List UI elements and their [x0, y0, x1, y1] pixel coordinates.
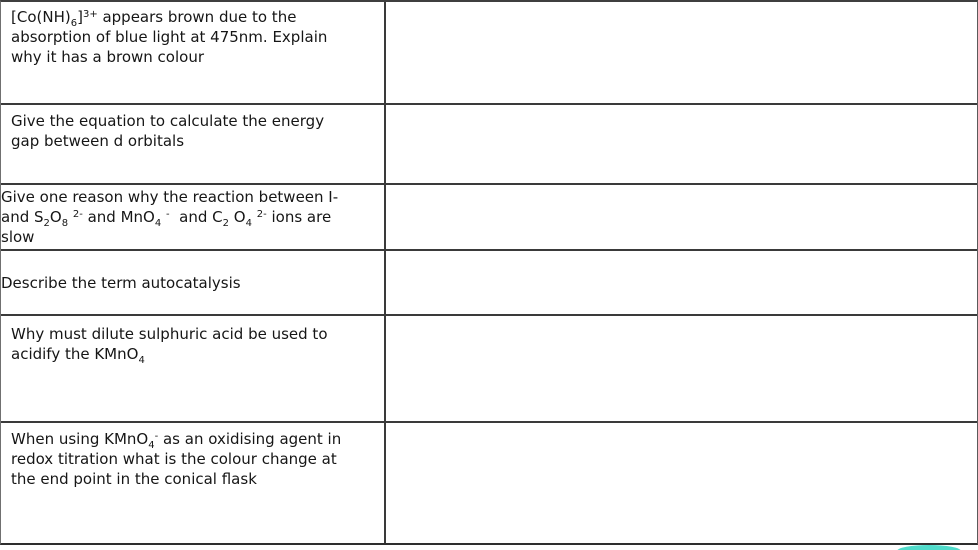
question-text: Why must dilute sulphuric acid be used to acidify the KMnO$_4$: [11, 325, 328, 366]
question-cell: [1, 185, 386, 249]
teal-arc-decoration: [897, 545, 961, 550]
question-cell: [1, 105, 386, 183]
question-cell: [1, 2, 386, 103]
answer-cell: [386, 423, 977, 543]
answer-cell: [386, 105, 977, 183]
question-text: Give the equation to calculate the energy gap between d orbitals: [11, 112, 325, 150]
answer-cell: [386, 185, 977, 249]
answer-cell: [386, 316, 977, 421]
answer-cell: [386, 251, 977, 314]
table-row: [1, 251, 977, 316]
question-cell: [1, 316, 386, 421]
question-text: When using KMnO$_4$- as an oxidising agent in redox titration what is the colour change at the end point in the conical flask: [11, 430, 342, 488]
question-text: Give one reason why the reaction between I- and $S_2O_8$ $^{2-}$ and MnO$_4$ - and $C_2$ $O_4$ $^{2-}$ ions are slow: [1, 188, 339, 246]
table-row: [1, 105, 977, 185]
answer-cell: [386, 2, 977, 103]
question-cell: [1, 423, 386, 543]
table-row: [1, 423, 977, 543]
table-row: [1, 185, 977, 251]
table-row: [1, 2, 977, 105]
question-text: $[Co(NH)_6]^{3+}$ appears brown due to the absorption of blue light at 475nm. Explain why it has a brown colour: [11, 8, 328, 66]
table-row: [1, 316, 977, 423]
question-cell: [1, 251, 386, 314]
question-text: Describe the term autocatalysis: [1, 273, 241, 292]
